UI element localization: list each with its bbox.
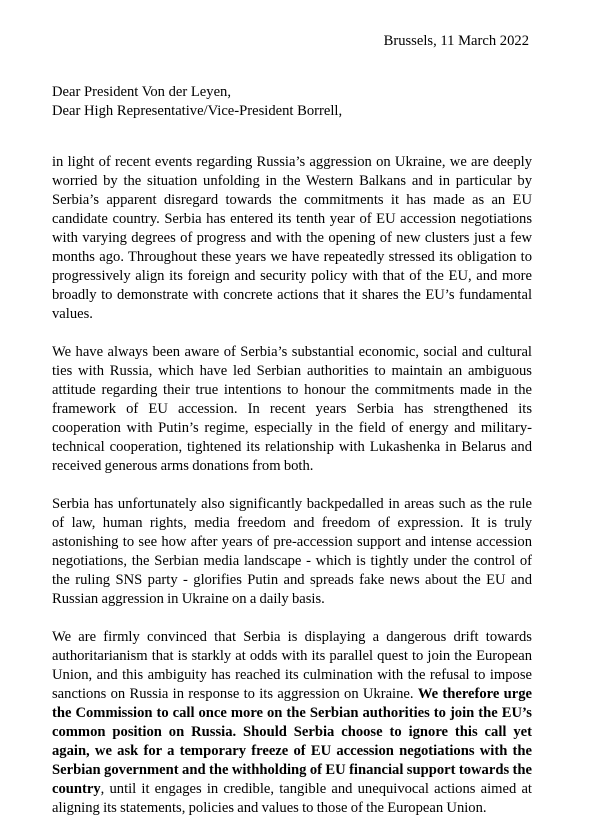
salutation-line-president: Dear President Von der Leyen, [52,84,231,100]
paragraph-russia-aggression: in light of recent events regarding Russia’s aggression on Ukraine, we are deeply worried by the situation unfolding in the Western Balkans and in particular by Serbia’s apparent disregard towards the commitments it has made as an EU candidate country. Serbia has entered its tenth year of EU accession negotiations with varying degrees of progress and with the opening of new clusters just a few months ago. Throughout these years we have repeatedly stressed its obligation to progressively align its foreign and security policy with that of the EU, and more broadly to demonstrate with concrete actions that it shares the EU’s fundamental values. [52,154,532,322]
letter-body [52,153,532,837]
letter-date: Brussels, 11 March 2022 [383,33,529,49]
call-to-action-intro: We are firmly convinced that Serbia is displaying a dangerous drift towards authoritarianism that is starkly at odds with its parallel quest to join the European Union, and this ambiguity has reached its culmination with the refusal to impose sanctions on Russia in response to its aggression on Ukraine. [52,629,532,702]
paragraph-call-to-action [52,628,532,818]
paragraph-backpedalling: Serbia has unfortunately also significantly backpedalled in areas such as the rule of law, human rights, media freedom and freedom of expression. It is truly astonishing to see how after years of pre-accession support and intense accession negotiations, the Serbian media landscape - which is tightly under the control of the ruling SNS party - glorifies Putin and spreads fake news about the EU and Russian aggression in Ukraine on a daily basis. [52,496,532,607]
call-to-action-emphasis: We therefore urge the Commission to call once more on the Serbian authorities to join the EU’s common position on Russia. Should Serbia choose to ignore this call yet again, we ask for a temporary freeze of EU accession negotiations with the Serbian government and the withholding of EU financial support towards the country [52,686,533,797]
salutation-line-high-representative: Dear High Representative/Vice-President Borrell, [52,103,343,119]
paragraph-ties-with-russia: We have always been aware of Serbia’s substantial economic, social and cultural ties with Russia, which have led Serbian authorities to maintain an ambiguous attitude regarding their true intentions to honour the commitments made in the framework of EU accession. In recent years Serbia has strengthened its cooperation with Putin’s regime, especially in the field of energy and military-technical cooperation, tightened its relationship with Lukashenka in Belarus and received generous arms donations from both. [52,344,532,474]
salutation-block [52,83,342,121]
call-to-action-closing: , until it engages in credible, tangible and unequivocal actions aimed at aligning its statements, policies and values to those of the European Union. [52,781,532,816]
